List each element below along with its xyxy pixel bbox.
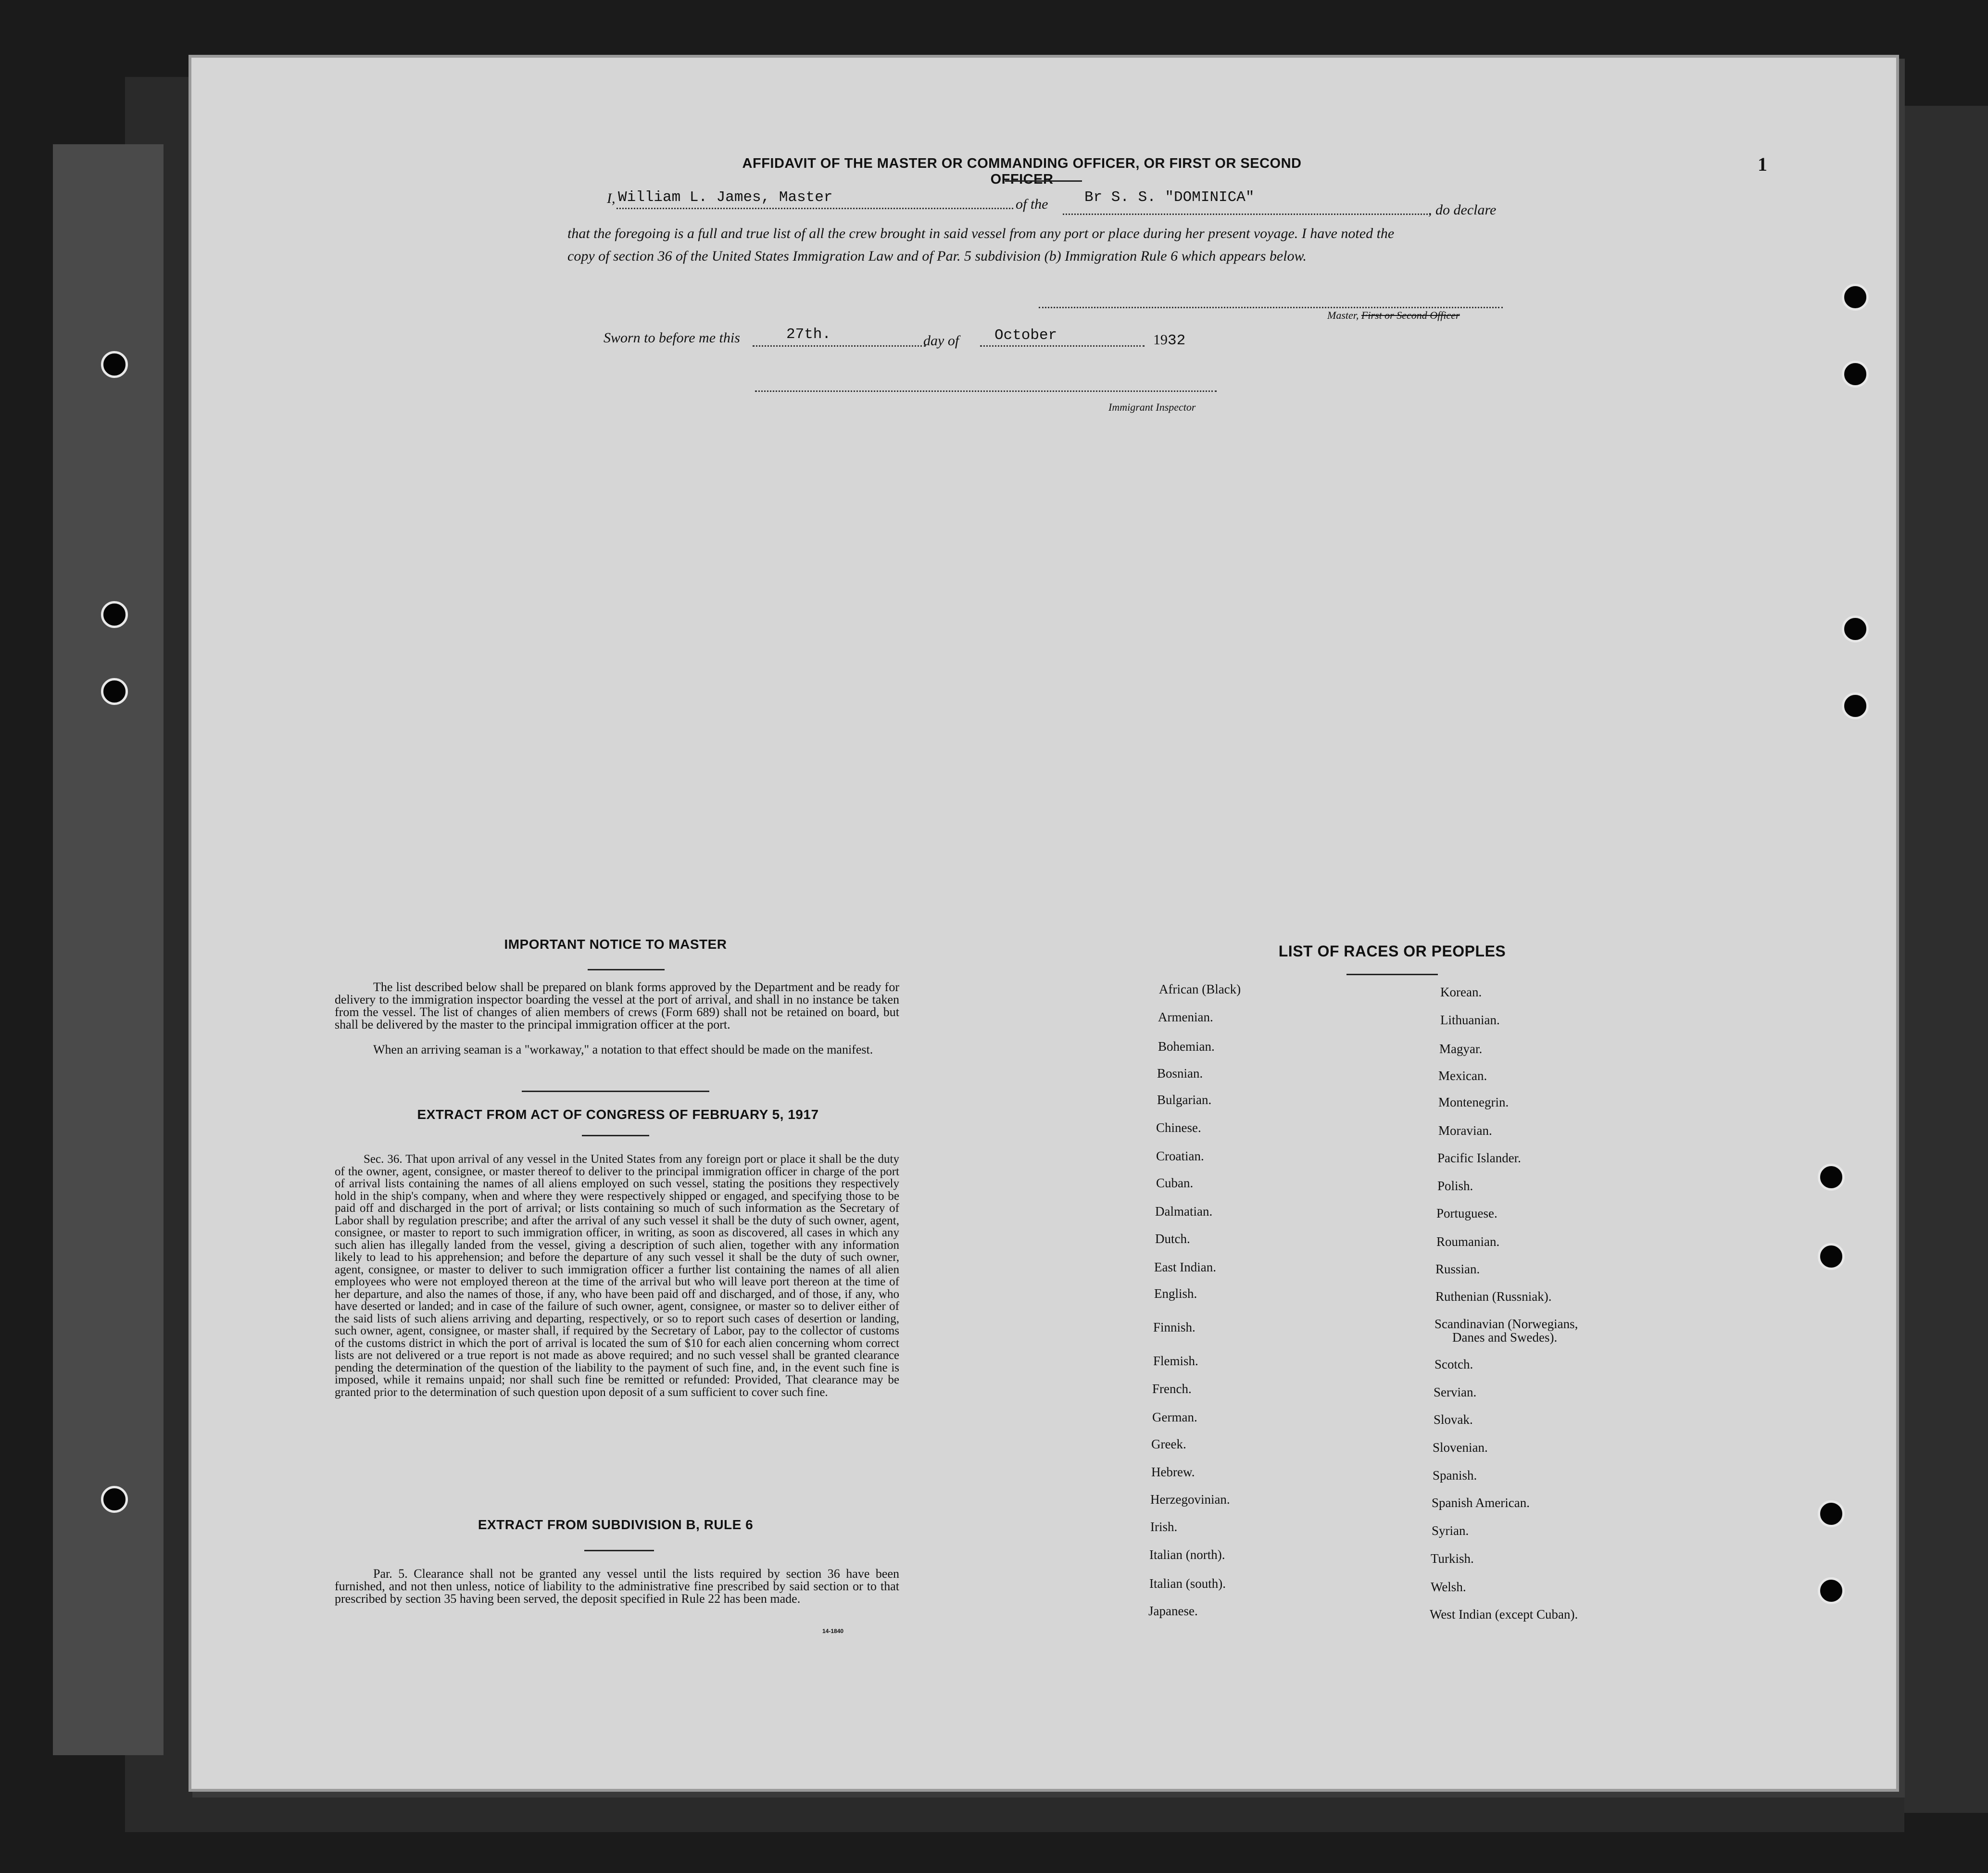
race-item: Dutch. [1155,1232,1190,1246]
binder-hole-icon [1842,284,1869,311]
race-item: Pacific Islander. [1437,1151,1521,1165]
race-item: Dalmatian. [1155,1204,1213,1219]
race-item: Cuban. [1156,1176,1194,1190]
affidavit-line-3: copy of section 36 of the United States Immigration Law and of Par. 5 subdivision (b) Immigration Rule 6 which appears below. [567,248,1307,264]
races-title: LIST OF RACES OR PEOPLES [1278,943,1506,960]
rule-rule [584,1550,654,1551]
act-section-36: Sec. 36. That upon arrival of any vessel in the United States from any foreign port or place it shall be the duty of the owner, agent, consignee, or master thereof to deliver to the principal immigration officer in charge of the port of arrival lists containing the names of all aliens employed on such vessel, stating the positions they respectively hold in the ship's company, when and where they were respectively shipped or engaged, and specifying those to be paid off and discharged in the port of arrival; or lists containing so much of such information as the Secretary of Labor shall by regulation prescribe; and after the arrival of any such vessel it shall be the duty of such owner, agent, consignee, or master to report to such immigration officer, in writing, as soon as discovered, all cases in which any such alien has illegally landed from the vessel, giving a description of such alien, together with any information likely to lead to his apprehension; and before the departure of any such vessel it shall be the duty of such owner, agent, consignee, or master to deliver to such immigration officer a further list containing the names of all alien employees who were not employed thereon at the time of the arrival but who will leave port thereon at the time of her departure, and also the names of those, if any, who have been paid off and discharged, and of those, if any, who have deserted or landed; and in case of the failure of such owner, agent, consignee, or master so to deliver either of the said lists of such aliens arriving and departing, respectively, or so to report such cases of desertion or landing, such owner, agent, consignee, or master shall, if required by the Secretary of Labor, pay to the collector of customs of the customs district in which the port of arrival is located the sum of $10 for each alien concerning whom correct lists are not delivered or a true report is not made as above required; and no such vessel shall be granted clearance pending the determination of the question of the liability to the payment of such fine, and, in the event such fine is imposed, while it remains unpaid; nor shall such fine be remitted or refunded: Provided, That clearance may be granted prior to the determination of such question upon deposit of a sum sufficient to cover such fine. [335,1153,899,1399]
binder-strip-right [1904,106,1988,1813]
rule-title: EXTRACT FROM SUBDIVISION B, RULE 6 [478,1517,754,1532]
race-item: Ruthenian (Russniak). [1435,1289,1552,1304]
binder-hole-icon [101,351,128,378]
race-item: French. [1152,1382,1192,1396]
race-item: Spanish. [1433,1468,1477,1483]
binder-strip-left [53,144,164,1755]
sworn-day-line [753,345,926,347]
race-item: Spanish American. [1432,1496,1530,1510]
of-the-label: of the [1016,196,1048,212]
race-item: Irish. [1150,1520,1178,1534]
year-suffix: 32 [1168,332,1186,349]
race-item: Lithuanian. [1440,1013,1500,1027]
vessel-line [1063,214,1431,215]
act-rule [582,1135,649,1136]
race-item-continuation: Danes and Swedes). [1452,1330,1558,1345]
rule-paragraph-5: Par. 5. Clearance shall not be granted any vessel until the lists required by section 36 have been furnished, and not then unless, notice of liability to the administrative fine prescribed by said section or to that prescribed by section 35 having been served, the deposit specified in Rule 22 has been made. [335,1567,899,1606]
race-item: Slovenian. [1433,1440,1488,1455]
race-item: Magyar. [1439,1042,1483,1056]
binder-hole-icon [1818,1164,1845,1191]
race-item: Moravian. [1438,1123,1492,1138]
race-item: Syrian. [1432,1523,1469,1538]
notice-title: IMPORTANT NOTICE TO MASTER [504,937,727,952]
binder-hole-icon [1842,692,1869,719]
race-item: Armenian. [1158,1010,1213,1024]
race-item: Hebrew. [1151,1465,1195,1479]
races-rule [1346,974,1438,975]
race-item: Greek. [1151,1437,1186,1451]
race-item: Turkish. [1431,1551,1474,1566]
notice-rule [588,969,665,970]
master-label: Master, [1327,309,1359,321]
sworn-prefix: Sworn to before me this [604,330,740,346]
inspector-caption: Immigrant Inspector [1108,401,1196,413]
act-title: EXTRACT FROM ACT OF CONGRESS OF FEBRUARY 5, 1917 [417,1107,819,1122]
race-item: Bohemian. [1158,1039,1215,1054]
race-item: Bosnian. [1157,1066,1203,1081]
struck-officer-label: First or Second Officer [1361,309,1460,321]
race-item: Japanese. [1148,1604,1198,1618]
race-item: Finnish. [1153,1320,1195,1334]
race-item: Italian (north). [1149,1547,1225,1562]
race-item: Servian. [1434,1385,1477,1399]
affidavit-line-2: that the foregoing is a full and true list of all the crew brought in said vessel from any port or place during her present voyage. I have noted the [567,226,1395,241]
race-item: Slovak. [1434,1412,1473,1427]
race-item: Herzegovinian. [1150,1492,1230,1507]
race-item: Korean. [1440,985,1482,999]
day-of-label: day of [923,333,959,349]
race-item: East Indian. [1154,1260,1216,1274]
race-item: Polish. [1437,1179,1473,1193]
binder-hole-icon [101,601,128,628]
declarant-line [617,208,1013,209]
race-item: Croatian. [1156,1149,1204,1163]
race-item: Welsh. [1431,1580,1466,1594]
race-item: West Indian (except Cuban). [1430,1607,1578,1622]
declarant-name: William L. James, Master [618,189,833,206]
page-number: 1 [1758,153,1767,175]
do-declare-label: , do declare [1428,202,1497,218]
race-item: Mexican. [1438,1068,1487,1083]
binder-hole-icon [1818,1243,1845,1270]
race-item: Chinese. [1156,1120,1201,1135]
race-item: English. [1154,1286,1197,1301]
race-item: Portuguese. [1436,1206,1497,1220]
race-item: Roumanian. [1436,1234,1500,1249]
race-item: Scandinavian (Norwegians, [1434,1317,1578,1331]
sworn-month-line [980,345,1145,347]
binder-hole-icon [1842,361,1869,388]
sworn-month: October [994,327,1057,344]
notice-paragraph-1: The list described below shall be prepared on blank forms approved by the Department and be ready for delivery to the immigration inspector boarding the vessel at the port of arrival, and shall in no instance be taken from the vessel. The list of changes of alien members of crews (Form 689) shall not be retained on board, but shall be delivered by the master to the principal immigration officer at the port. [335,980,899,1031]
race-item: Bulgarian. [1157,1093,1212,1107]
inspector-line [755,390,1217,392]
binder-hole-icon [1818,1577,1845,1604]
sworn-day: 27th. [786,326,831,343]
signature-caption [1327,309,1460,322]
i-label: I, [607,190,616,206]
form-number: 14-1840 [822,1628,844,1634]
binder-hole-icon [1818,1500,1845,1527]
race-item: Montenegrin. [1438,1095,1509,1109]
signature-line [1039,307,1503,308]
section-rule [522,1091,709,1092]
race-item: German. [1152,1410,1197,1424]
race-item: Scotch. [1434,1357,1473,1371]
binder-hole-icon [101,678,128,705]
race-item: Russian. [1435,1262,1480,1276]
race-item: Italian (south). [1149,1576,1226,1591]
notice-paragraph-2: When an arriving seaman is a "workaway," a notation to that effect should be made on the manifest. [373,1043,873,1056]
year-prefix: 19 [1153,332,1168,348]
vessel-name: Br S. S. "DOMINICA" [1084,189,1255,206]
affidavit-title: AFFIDAVIT OF THE MASTER OR COMMANDING OFFICER, OR FIRST OR SECOND OFFICER [742,156,1302,187]
year-label [1153,332,1185,349]
race-item: Flemish. [1153,1354,1198,1368]
race-item: African (Black) [1159,982,1241,996]
binder-hole-icon [101,1486,128,1513]
binder-hole-icon [1842,616,1869,642]
title-rule [1005,180,1082,182]
